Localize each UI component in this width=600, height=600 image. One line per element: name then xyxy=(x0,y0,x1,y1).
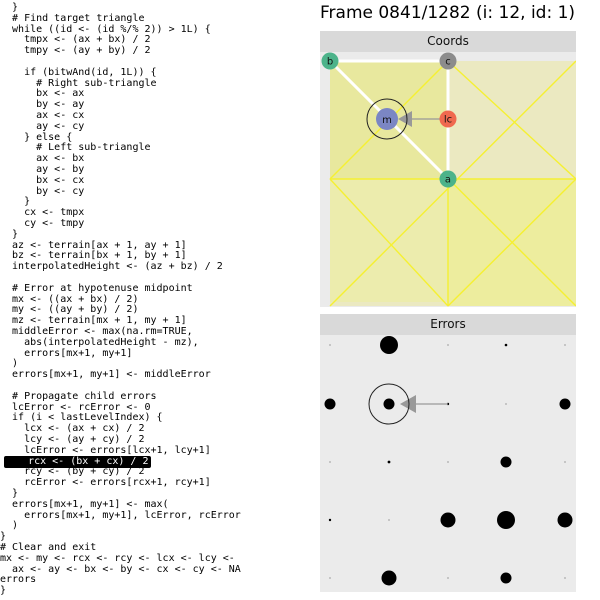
frame-title: Frame 0841/1282 (i: 12, id: 1) xyxy=(320,3,576,23)
errors-panel xyxy=(320,314,576,592)
coords-panel-header: Coords xyxy=(320,31,576,52)
error-cell xyxy=(505,344,508,347)
error-cell xyxy=(380,336,398,354)
code-line: by <- cy xyxy=(0,185,85,197)
errors-panel-header: Errors xyxy=(320,314,576,335)
code-line: tmpy <- (ay + by) / 2 xyxy=(0,45,151,57)
error-cell xyxy=(382,571,397,586)
code-line: bx <- ax xyxy=(0,88,85,100)
error-cell xyxy=(501,457,512,468)
code-line: bz <- terrain[bx + 1, by + 1] xyxy=(0,250,187,262)
error-cell xyxy=(325,399,336,410)
code-line: # Error at hypotenuse midpoint xyxy=(0,282,193,294)
code-line: cx <- tmpx xyxy=(0,207,85,219)
code-line: lcy <- (ay + cy) / 2 xyxy=(0,434,145,445)
code-line: } xyxy=(0,531,7,543)
error-cell xyxy=(329,519,331,521)
error-cell xyxy=(560,399,571,410)
code-line: ay <- by xyxy=(0,164,85,175)
errors-plot xyxy=(320,335,576,592)
point-b xyxy=(322,53,339,70)
code-line: if (i < lastLevelIndex) { xyxy=(0,412,163,424)
code-line: rcError <- errors[rcx+1, rcy+1] xyxy=(0,477,211,489)
code-line: } xyxy=(0,488,19,499)
error-cell xyxy=(329,461,331,463)
code-line: } else { xyxy=(0,131,73,143)
error-cell xyxy=(388,519,390,521)
code-line: ax <- cx xyxy=(0,110,85,121)
point-c xyxy=(440,53,457,70)
code-line: errors[mx+1, my+1] xyxy=(0,347,133,359)
error-cell xyxy=(447,577,449,579)
error-cell xyxy=(441,513,456,528)
error-cell xyxy=(501,573,512,584)
code-line: if (bitwAnd(id, 1L)) { xyxy=(0,66,157,78)
code-line: errors[mx+1, my+1] <- middleError xyxy=(0,369,211,381)
error-cell xyxy=(505,403,507,405)
code-line: errors[mx+1, my+1] <- max( xyxy=(0,498,169,510)
code-line: rcy <- (by + cy) / 2 xyxy=(0,466,145,478)
code-line: errors xyxy=(0,574,37,586)
code-line: ) xyxy=(0,520,19,532)
svg-text:b: b xyxy=(326,56,334,68)
code-line: lcError <- errors[lcx+1, lcy+1] xyxy=(0,444,211,456)
svg-text:lc: lc xyxy=(443,114,453,126)
code-line: interpolatedHeight <- (az + bz) / 2 xyxy=(0,261,223,273)
error-cell xyxy=(384,399,395,410)
coords-panel xyxy=(320,31,576,307)
code-line: # Left sub-triangle xyxy=(0,142,151,154)
code-line: } xyxy=(0,196,31,208)
svg-text:a: a xyxy=(444,174,452,186)
code-line: } xyxy=(0,2,19,13)
point-m xyxy=(376,108,398,130)
code-line: ) xyxy=(0,358,19,370)
code-line: } xyxy=(0,228,19,240)
coords-plot xyxy=(320,52,576,307)
error-cell xyxy=(388,461,391,464)
code-line: ax <- ay <- bx <- by <- cx <- cy <- NA xyxy=(0,563,241,575)
code-line: my <- ((ay + by) / 2) xyxy=(0,304,139,316)
error-cell xyxy=(564,344,566,346)
code-line: lcError <- rcError <- 0 xyxy=(0,401,151,413)
code-line: ax <- bx xyxy=(0,153,85,165)
svg-text:m: m xyxy=(382,115,392,126)
error-cell xyxy=(447,344,449,346)
code-line: cy <- tmpy xyxy=(0,218,85,229)
code-line: ay <- cy xyxy=(0,120,85,132)
svg-text:c: c xyxy=(445,56,451,68)
code-line: mz <- terrain[mx + 1, my + 1] xyxy=(0,315,187,327)
code-line: middleError <- max(na.rm=TRUE, xyxy=(0,326,193,337)
code-line: # Propagate child errors xyxy=(0,390,157,402)
code-line-current: rcx <- (bx + cx) / 2 xyxy=(4,455,149,467)
error-cell xyxy=(564,577,566,579)
code-line: az <- terrain[ax + 1, ay + 1] xyxy=(0,239,187,251)
code-line: by <- ay xyxy=(0,99,85,111)
error-cell xyxy=(558,513,573,528)
code-line: mx <- my <- rcx <- rcy <- lcx <- lcy <- xyxy=(0,552,235,564)
code-line: errors[mx+1, my+1], lcError, rcError xyxy=(0,509,241,521)
code-line: # Right sub-triangle xyxy=(0,77,157,89)
error-cell xyxy=(329,577,331,579)
code-line: # Find target triangle xyxy=(0,12,145,24)
point-a xyxy=(440,171,457,188)
code-line: tmpx <- (ax + bx) / 2 xyxy=(0,34,151,46)
code-line: } xyxy=(0,585,7,597)
code-line: mx <- ((ax + bx) / 2) xyxy=(0,293,139,305)
error-cell xyxy=(447,461,449,463)
error-cell xyxy=(497,511,515,529)
error-cell xyxy=(329,344,331,346)
code-line: lcx <- (ax + cx) / 2 xyxy=(0,423,145,435)
error-cell xyxy=(564,461,566,463)
code-line: abs(interpolatedHeight - mz), xyxy=(0,336,199,348)
code-line: while ((id <- (id %/% 2)) > 1L) { xyxy=(0,23,211,35)
point-lc xyxy=(440,111,457,128)
code-line: bx <- cx xyxy=(0,174,85,186)
code-line: # Clear and exit xyxy=(0,542,97,553)
error-cells xyxy=(325,336,573,586)
